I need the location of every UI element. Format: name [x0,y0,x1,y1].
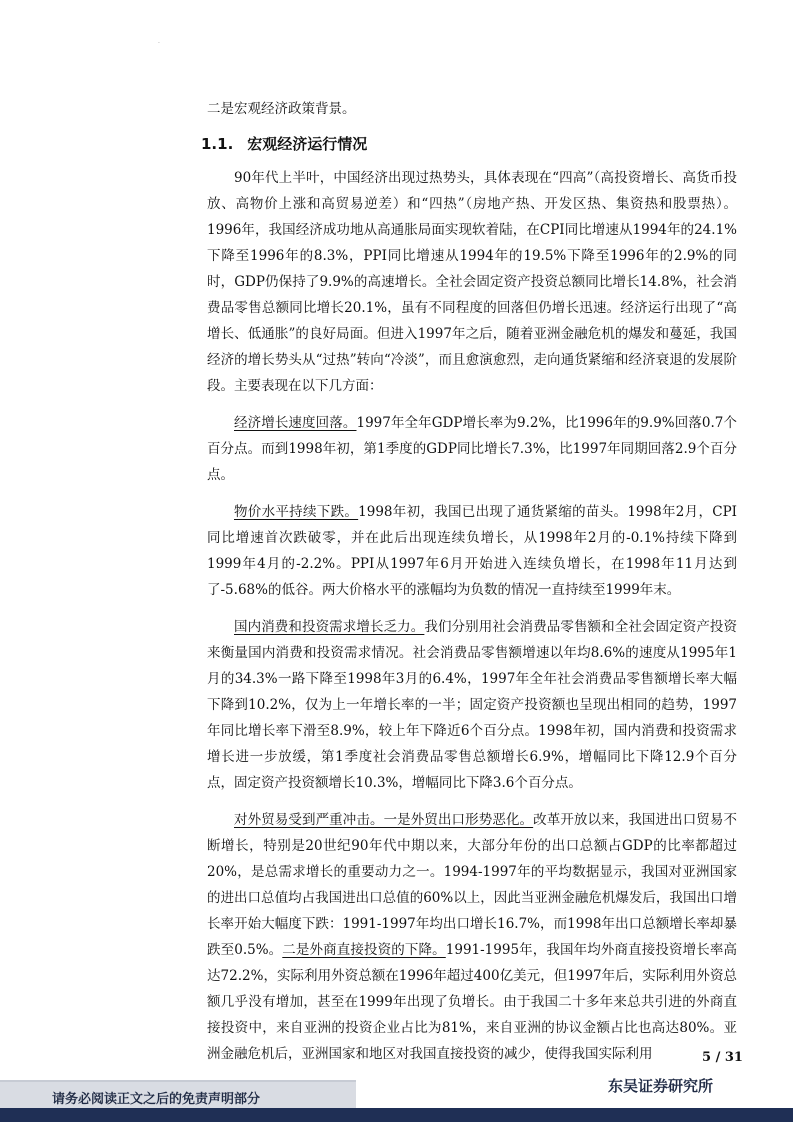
paragraph-overview [207,165,737,399]
paragraph-text: 1997年全年GDP增长率为9.2%，比1996年的9.9%回落0.7个百分点。而到1998年初，第1季度的GDP同比增长7.3%，比1997年同期回落2.9个百分点。 [207,415,738,483]
paragraph-text: 我们分别用社会消费品零售额和全社会固定资产投资来衡量国内消费和投资需求情况。社会消费品零售额增速以年均8.6%的速度从1995年1月的34.3%一路下降至1998年3月的6.4%，1997年全年社会消费品零售额增长率大幅下降到10.2%，仅为上一年增长率的一半；固定资产投资额也呈现出相同的趋势，1997年同比增长率下滑至8.9%，较上年下降近6个百分点。1998年初，国内消费和投资需求增长进一步放缓，第1季度社会消费品零售总额增长6.9%，增幅同比下降12.9个百分点，固定资产投资额增长10.3%，增幅同比下降3.6个百分点。 [207,619,738,791]
paragraph-lead: 国内消费和投资需求增长乏力。 [234,619,425,635]
paragraph-lead: 对外贸易受到严重冲击。一是外贸出口形势恶化。 [234,812,534,828]
paragraph-text: 90年代上半叶，中国经济出现过热势头，具体表现在“四高”（高投资增长、高货币投放、高物价上涨和高贸易逆差）和“四热”（房地产热、开发区热、集资热和股票热）。1996年，我国经济成功地从高通胀局面实现软着陆，在CPI同比增速从1994年的24.1%下降至1996年的8.3%，PPI同比增速从1994年的19.5%下降至1996年的2.9%的同时，GDP仍保持了9.9%的高速增长。全社会固定资产投资总额同比增长14.8%，社会消费品零售总额同比增长20.1%，虽有不同程度的回落但仍增长迅速。经济运行出现了“高增长、低通胀”的良好局面。但进入1997年之后，随着亚洲金融危机的爆发和蔓延，我国经济的增长势头从“过热”转向“冷淡”，而且愈演愈烈，走向通货紧缩和经济衰退的发展阶段。主要表现在以下几方面： [207,170,737,394]
document-body [201,96,738,1078]
paragraph-lead: 物价水平持续下跌。 [234,504,359,520]
paragraph-domestic-demand [207,614,737,796]
section-heading [201,129,737,159]
paragraph-text: 改革开放以来，我国进出口贸易不断增长，特别是20世纪90年代中期以来，大部分年份的出口总额占GDP的比率都超过20%，是总需求增长的重要动力之一。1994-1997年的平均数据显示，我国对亚洲国家的进出口总值均占我国进出口总值的60%以上，因此当亚洲金融危机爆发后，我国出口增长率开始大幅度下跌：1991-1997年均出口增长16.7%，而1998年出口总额增长率却暴跌至0.5%。 [207,812,738,958]
paragraph-text: 1998年初，我国已出现了通货紧缩的苗头。1998年2月，CPI同比增速首次跌破零，并在此后出现连续负增长，从1998年2月的-0.1%持续下降到1999年4月的-2.2%。PPI从1997年6月开始进入连续负增长，在1998年11月达到了-5.68%的低谷。两大价格水平的涨幅均为负数的情况一直持续至1999年末。 [207,504,737,598]
paragraph-foreign-trade [207,807,737,1067]
footer-disclaimer: 请务必阅读正文之后的免责声明部分 [52,1092,261,1107]
paragraph-text-secondary: 1991-1995年，我国年均外商直接投资增长率高达72.2%，实际利用外资总额在1996年超过400亿美元，但1997年后，实际利用外资总额几乎没有增加，甚至在1999年出现了负增长。由于我国二十多年来总共引进的外商直接投资中，来自亚洲的投资企业占比为81%，来自亚洲的协议金额占比也高达80%。亚洲金融危机后，亚洲国家和地区对我国直接投资的减少，使得我国实际利用 [207,942,737,1062]
paragraph-lead: 经济增长速度回落。 [234,415,357,431]
footer-bar [0,1108,793,1122]
section-number: 1.1. [201,135,234,153]
paragraph-lead-secondary: 二是外商直接投资的下降。 [282,942,446,958]
paragraph-price-level [207,499,737,603]
header-mark: . [158,38,160,45]
paragraph-gdp-growth [207,410,737,488]
footer-institute: 东吴证券研究所 [608,1077,714,1095]
page-number: 5 / 31 [702,1050,743,1065]
intro-line: 二是宏观经济政策背景。 [207,101,356,117]
section-title: 宏观经济运行情况 [247,135,368,153]
